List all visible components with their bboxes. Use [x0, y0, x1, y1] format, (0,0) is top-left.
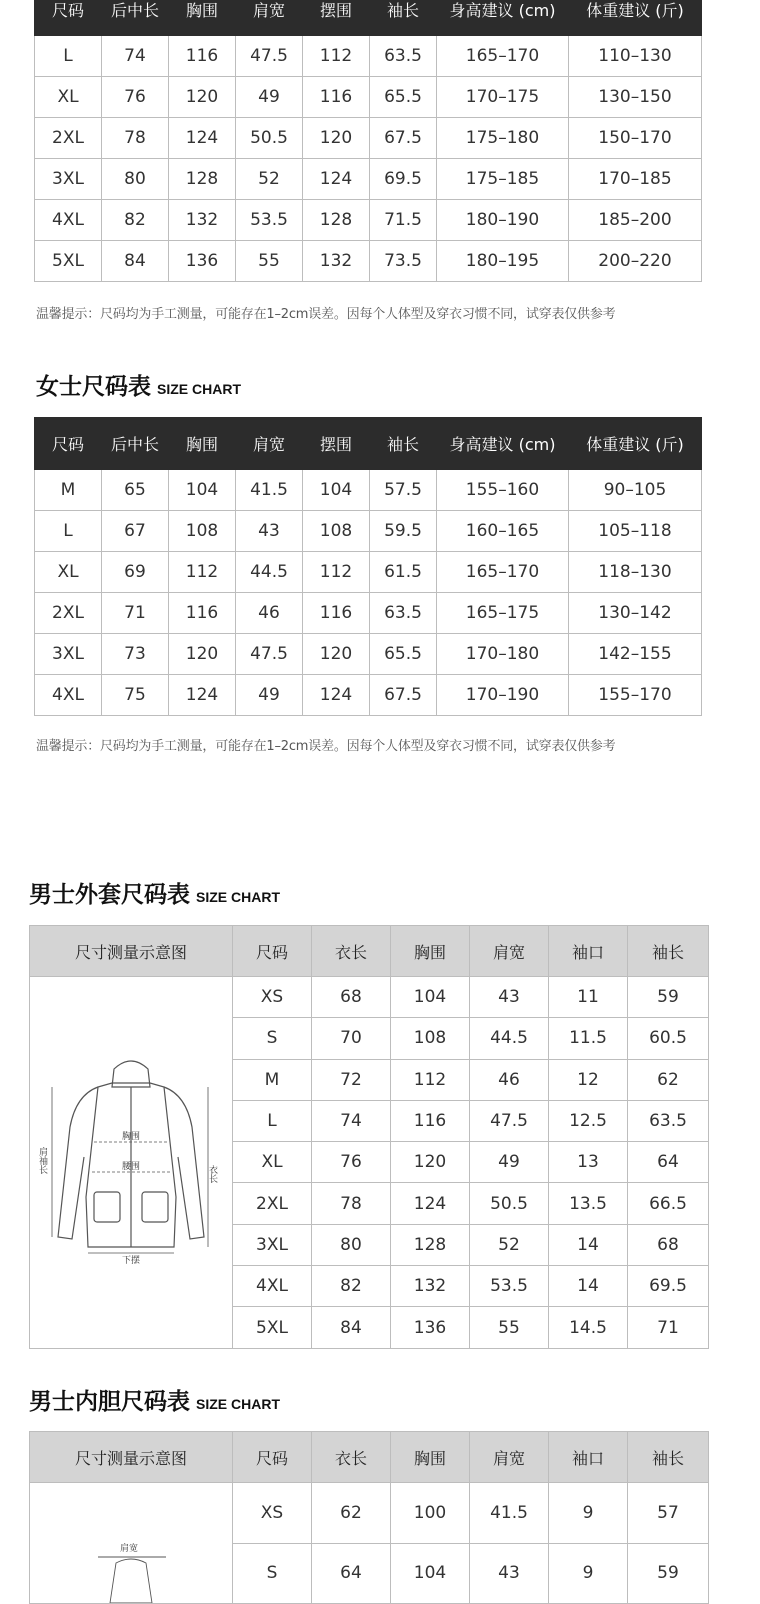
table-cell: 200–220	[569, 241, 702, 282]
column-header: 袖长	[370, 418, 437, 470]
table-cell: 55	[236, 241, 303, 282]
table-row	[35, 159, 702, 200]
table-cell: 78	[312, 1183, 391, 1224]
table-cell: 82	[312, 1266, 391, 1307]
table-cell: 4XL	[35, 675, 102, 716]
table-cell: 3XL	[35, 634, 102, 675]
table-cell: 180–195	[437, 241, 569, 282]
table-cell: 175–185	[437, 159, 569, 200]
column-header: 后中长	[102, 418, 169, 470]
table-cell: 71	[102, 593, 169, 634]
table-cell: 105–118	[569, 511, 702, 552]
column-header: 胸围	[391, 926, 470, 977]
column-header: 尺码	[233, 1432, 312, 1483]
table-cell: 46	[470, 1059, 549, 1100]
column-header: 摆围	[303, 418, 370, 470]
table-cell: 116	[303, 593, 370, 634]
table-cell: 108	[303, 511, 370, 552]
table-cell: 128	[391, 1224, 470, 1265]
table-cell: 132	[391, 1266, 470, 1307]
table-cell: 100	[391, 1483, 470, 1544]
men-size-note: 温馨提示：尺码均为手工测量，可能存在1–2cm误差。因每个人体型及穿衣习惯不同，试穿表仅供参考	[36, 307, 616, 322]
table-cell: 59	[628, 977, 709, 1018]
column-header: 肩宽	[470, 926, 549, 977]
table-cell: 64	[628, 1142, 709, 1183]
table-row	[35, 634, 702, 675]
table-cell: 71.5	[370, 200, 437, 241]
table-cell: 47.5	[236, 634, 303, 675]
table-row	[35, 552, 702, 593]
column-header: 肩宽	[470, 1432, 549, 1483]
table-cell: 104	[391, 977, 470, 1018]
table-cell: 2XL	[35, 118, 102, 159]
table-cell: 47.5	[236, 36, 303, 77]
column-header: 袖口	[549, 1432, 628, 1483]
table-cell: 12.5	[549, 1100, 628, 1141]
table-cell: 57	[628, 1483, 709, 1544]
table-cell: 180–190	[437, 200, 569, 241]
table-cell: 71	[628, 1307, 709, 1348]
table-cell: 5XL	[35, 241, 102, 282]
table-cell: 130–150	[569, 77, 702, 118]
table-cell: 9	[549, 1543, 628, 1604]
table-cell: 70	[312, 1018, 391, 1059]
table-cell: 69.5	[628, 1266, 709, 1307]
table-cell: 52	[236, 159, 303, 200]
table-cell: 47.5	[470, 1100, 549, 1141]
table-cell: 57.5	[370, 470, 437, 511]
column-header: 身高建议 (cm)	[437, 0, 569, 36]
table-cell: 13	[549, 1142, 628, 1183]
table-cell: 43	[470, 1543, 549, 1604]
column-header: 衣长	[312, 1432, 391, 1483]
table-cell: 104	[303, 470, 370, 511]
column-header: 袖长	[628, 926, 709, 977]
table-cell: 104	[391, 1543, 470, 1604]
column-header: 摆围	[303, 0, 370, 36]
table-cell: 130–142	[569, 593, 702, 634]
column-header: 胸围	[169, 418, 236, 470]
table-cell: 80	[102, 159, 169, 200]
table-row	[35, 511, 702, 552]
table-cell: 165–175	[437, 593, 569, 634]
table-header-row	[30, 926, 709, 977]
women-size-table	[34, 417, 702, 716]
table-cell: 74	[312, 1100, 391, 1141]
men-outer-chart-title	[29, 876, 280, 909]
column-header: 体重建议 (斤)	[569, 418, 702, 470]
table-cell: 170–185	[569, 159, 702, 200]
table-cell: 49	[236, 77, 303, 118]
table-cell: 116	[303, 77, 370, 118]
table-cell: 67.5	[370, 118, 437, 159]
column-header: 体重建议 (斤)	[569, 0, 702, 36]
table-cell: 65.5	[370, 77, 437, 118]
table-cell: 68	[628, 1224, 709, 1265]
table-cell: 55	[470, 1307, 549, 1348]
table-cell: 4XL	[233, 1266, 312, 1307]
men-outer-chart-title-cn: 男士外套尺码表	[29, 882, 190, 908]
men-outer-table	[29, 925, 709, 1349]
diagram-label-length: 衣长	[207, 1165, 217, 1184]
table-cell: 62	[628, 1059, 709, 1100]
men-outer-chart-title-en: SIZE CHART	[196, 889, 280, 905]
men-liner-chart-title-en: SIZE CHART	[196, 1396, 280, 1412]
table-cell: 59.5	[370, 511, 437, 552]
table-cell: 11	[549, 977, 628, 1018]
women-chart-title	[36, 368, 241, 401]
table-cell: 116	[169, 593, 236, 634]
table-cell: 41.5	[470, 1483, 549, 1544]
table-cell: 110–130	[569, 36, 702, 77]
men-outer-section	[29, 925, 709, 1349]
table-cell: 14	[549, 1266, 628, 1307]
table-cell: 136	[169, 241, 236, 282]
women-chart-title-cn: 女士尺码表	[36, 374, 151, 400]
table-cell: 63.5	[370, 593, 437, 634]
table-cell: 124	[169, 675, 236, 716]
table-cell: 75	[102, 675, 169, 716]
table-cell: 63.5	[370, 36, 437, 77]
table-cell: 5XL	[233, 1307, 312, 1348]
table-cell: 12	[549, 1059, 628, 1100]
table-cell: 84	[102, 241, 169, 282]
table-cell: 53.5	[470, 1266, 549, 1307]
table-row	[35, 470, 702, 511]
table-cell: 185–200	[569, 200, 702, 241]
table-cell: 49	[470, 1142, 549, 1183]
table-cell: 124	[391, 1183, 470, 1224]
table-cell: 170–180	[437, 634, 569, 675]
column-header: 尺码	[35, 0, 102, 36]
table-cell: 69	[102, 552, 169, 593]
measurement-diagram-cell	[30, 1483, 233, 1604]
diagram-label-sleeve: 肩袖长	[37, 1147, 47, 1175]
men-liner-section	[29, 1431, 709, 1604]
column-header: 袖长	[370, 0, 437, 36]
table-cell: M	[35, 470, 102, 511]
liner-diagram	[36, 1523, 226, 1603]
table-cell: 67.5	[370, 675, 437, 716]
table-cell: 128	[303, 200, 370, 241]
table-cell: 76	[312, 1142, 391, 1183]
table-cell: 120	[303, 118, 370, 159]
table-cell: 14	[549, 1224, 628, 1265]
table-cell: 124	[303, 159, 370, 200]
column-header: 尺寸测量示意图	[30, 926, 233, 977]
table-cell: 124	[303, 675, 370, 716]
table-cell: XL	[35, 552, 102, 593]
table-cell: 3XL	[233, 1224, 312, 1265]
column-header: 胸围	[169, 0, 236, 36]
diagram-label-chest: 胸围	[122, 1132, 141, 1143]
column-header: 衣长	[312, 926, 391, 977]
column-header: 袖长	[628, 1432, 709, 1483]
table-cell: 136	[391, 1307, 470, 1348]
column-header: 肩宽	[236, 418, 303, 470]
men-size-table	[34, 0, 702, 282]
men-liner-chart-title	[29, 1383, 280, 1416]
measurement-diagram-cell	[30, 977, 233, 1349]
column-header: 袖口	[549, 926, 628, 977]
table-cell: XS	[233, 977, 312, 1018]
column-header: 身高建议 (cm)	[437, 418, 569, 470]
table-row	[30, 977, 709, 1018]
table-row	[35, 241, 702, 282]
table-row	[35, 675, 702, 716]
table-cell: 60.5	[628, 1018, 709, 1059]
table-cell: 120	[391, 1142, 470, 1183]
table-cell: 132	[169, 200, 236, 241]
women-size-section	[34, 417, 702, 716]
table-row	[35, 77, 702, 118]
women-chart-title-en: SIZE CHART	[157, 381, 241, 397]
column-header: 尺寸测量示意图	[30, 1432, 233, 1483]
table-cell: 44.5	[236, 552, 303, 593]
table-cell: 68	[312, 977, 391, 1018]
table-cell: 84	[312, 1307, 391, 1348]
table-cell: 2XL	[233, 1183, 312, 1224]
table-cell: 142–155	[569, 634, 702, 675]
table-cell: 65	[102, 470, 169, 511]
table-cell: L	[35, 511, 102, 552]
table-cell: 104	[169, 470, 236, 511]
women-size-note: 温馨提示：尺码均为手工测量，可能存在1–2cm误差。因每个人体型及穿衣习惯不同，试穿表仅供参考	[36, 739, 616, 754]
table-cell: 124	[169, 118, 236, 159]
table-cell: S	[233, 1543, 312, 1604]
table-cell: 43	[470, 977, 549, 1018]
table-row	[30, 1483, 709, 1544]
table-cell: 2XL	[35, 593, 102, 634]
table-cell: XL	[35, 77, 102, 118]
table-cell: 65.5	[370, 634, 437, 675]
table-cell: 116	[391, 1100, 470, 1141]
men-size-section	[34, 0, 702, 282]
table-cell: 112	[303, 552, 370, 593]
table-cell: 4XL	[35, 200, 102, 241]
table-cell: L	[233, 1100, 312, 1141]
table-cell: 9	[549, 1483, 628, 1544]
table-cell: 120	[169, 77, 236, 118]
table-cell: 59	[628, 1543, 709, 1604]
table-header-row	[35, 418, 702, 470]
table-cell: 52	[470, 1224, 549, 1265]
table-cell: 63.5	[628, 1100, 709, 1141]
column-header: 尺码	[35, 418, 102, 470]
table-cell: 41.5	[236, 470, 303, 511]
table-header-row	[30, 1432, 709, 1483]
table-cell: S	[233, 1018, 312, 1059]
table-cell: 118–130	[569, 552, 702, 593]
table-cell: 80	[312, 1224, 391, 1265]
column-header: 尺码	[233, 926, 312, 977]
table-cell: 165–170	[437, 552, 569, 593]
diagram-label-shoulder: 肩宽	[120, 1544, 139, 1554]
table-cell: 67	[102, 511, 169, 552]
table-cell: 108	[169, 511, 236, 552]
diagram-label-waist: 腰围	[122, 1162, 141, 1173]
table-cell: 170–190	[437, 675, 569, 716]
jacket-diagram	[36, 1047, 226, 1277]
table-cell: 50.5	[236, 118, 303, 159]
table-cell: 175–180	[437, 118, 569, 159]
table-cell: XL	[233, 1142, 312, 1183]
table-cell: 53.5	[236, 200, 303, 241]
men-liner-chart-title-cn: 男士内胆尺码表	[29, 1389, 190, 1415]
diagram-label-hem: 下摆	[122, 1256, 141, 1267]
table-cell: L	[35, 36, 102, 77]
table-header-row	[35, 0, 702, 36]
table-cell: 44.5	[470, 1018, 549, 1059]
table-cell: 50.5	[470, 1183, 549, 1224]
men-liner-table	[29, 1431, 709, 1604]
table-cell: 3XL	[35, 159, 102, 200]
table-cell: 11.5	[549, 1018, 628, 1059]
table-cell: 132	[303, 241, 370, 282]
table-cell: 170–175	[437, 77, 569, 118]
table-cell: 13.5	[549, 1183, 628, 1224]
table-cell: 72	[312, 1059, 391, 1100]
table-cell: 46	[236, 593, 303, 634]
table-cell: 61.5	[370, 552, 437, 593]
table-cell: 120	[169, 634, 236, 675]
table-cell: 78	[102, 118, 169, 159]
table-row	[35, 200, 702, 241]
table-cell: 64	[312, 1543, 391, 1604]
table-cell: 66.5	[628, 1183, 709, 1224]
column-header: 后中长	[102, 0, 169, 36]
table-cell: 112	[391, 1059, 470, 1100]
table-cell: 120	[303, 634, 370, 675]
table-cell: 160–165	[437, 511, 569, 552]
table-cell: 116	[169, 36, 236, 77]
table-cell: 73.5	[370, 241, 437, 282]
table-cell: M	[233, 1059, 312, 1100]
table-cell: 155–170	[569, 675, 702, 716]
table-cell: 43	[236, 511, 303, 552]
table-cell: 74	[102, 36, 169, 77]
table-row	[35, 593, 702, 634]
table-row	[35, 36, 702, 77]
table-cell: 62	[312, 1483, 391, 1544]
table-cell: 49	[236, 675, 303, 716]
table-cell: 155–160	[437, 470, 569, 511]
table-cell: 112	[169, 552, 236, 593]
table-cell: 82	[102, 200, 169, 241]
table-cell: 14.5	[549, 1307, 628, 1348]
table-cell: 69.5	[370, 159, 437, 200]
table-row	[35, 118, 702, 159]
table-cell: 150–170	[569, 118, 702, 159]
table-cell: 112	[303, 36, 370, 77]
column-header: 胸围	[391, 1432, 470, 1483]
table-cell: 76	[102, 77, 169, 118]
table-cell: XS	[233, 1483, 312, 1544]
table-cell: 108	[391, 1018, 470, 1059]
column-header: 肩宽	[236, 0, 303, 36]
table-cell: 90–105	[569, 470, 702, 511]
table-cell: 165–170	[437, 36, 569, 77]
table-cell: 73	[102, 634, 169, 675]
table-cell: 128	[169, 159, 236, 200]
